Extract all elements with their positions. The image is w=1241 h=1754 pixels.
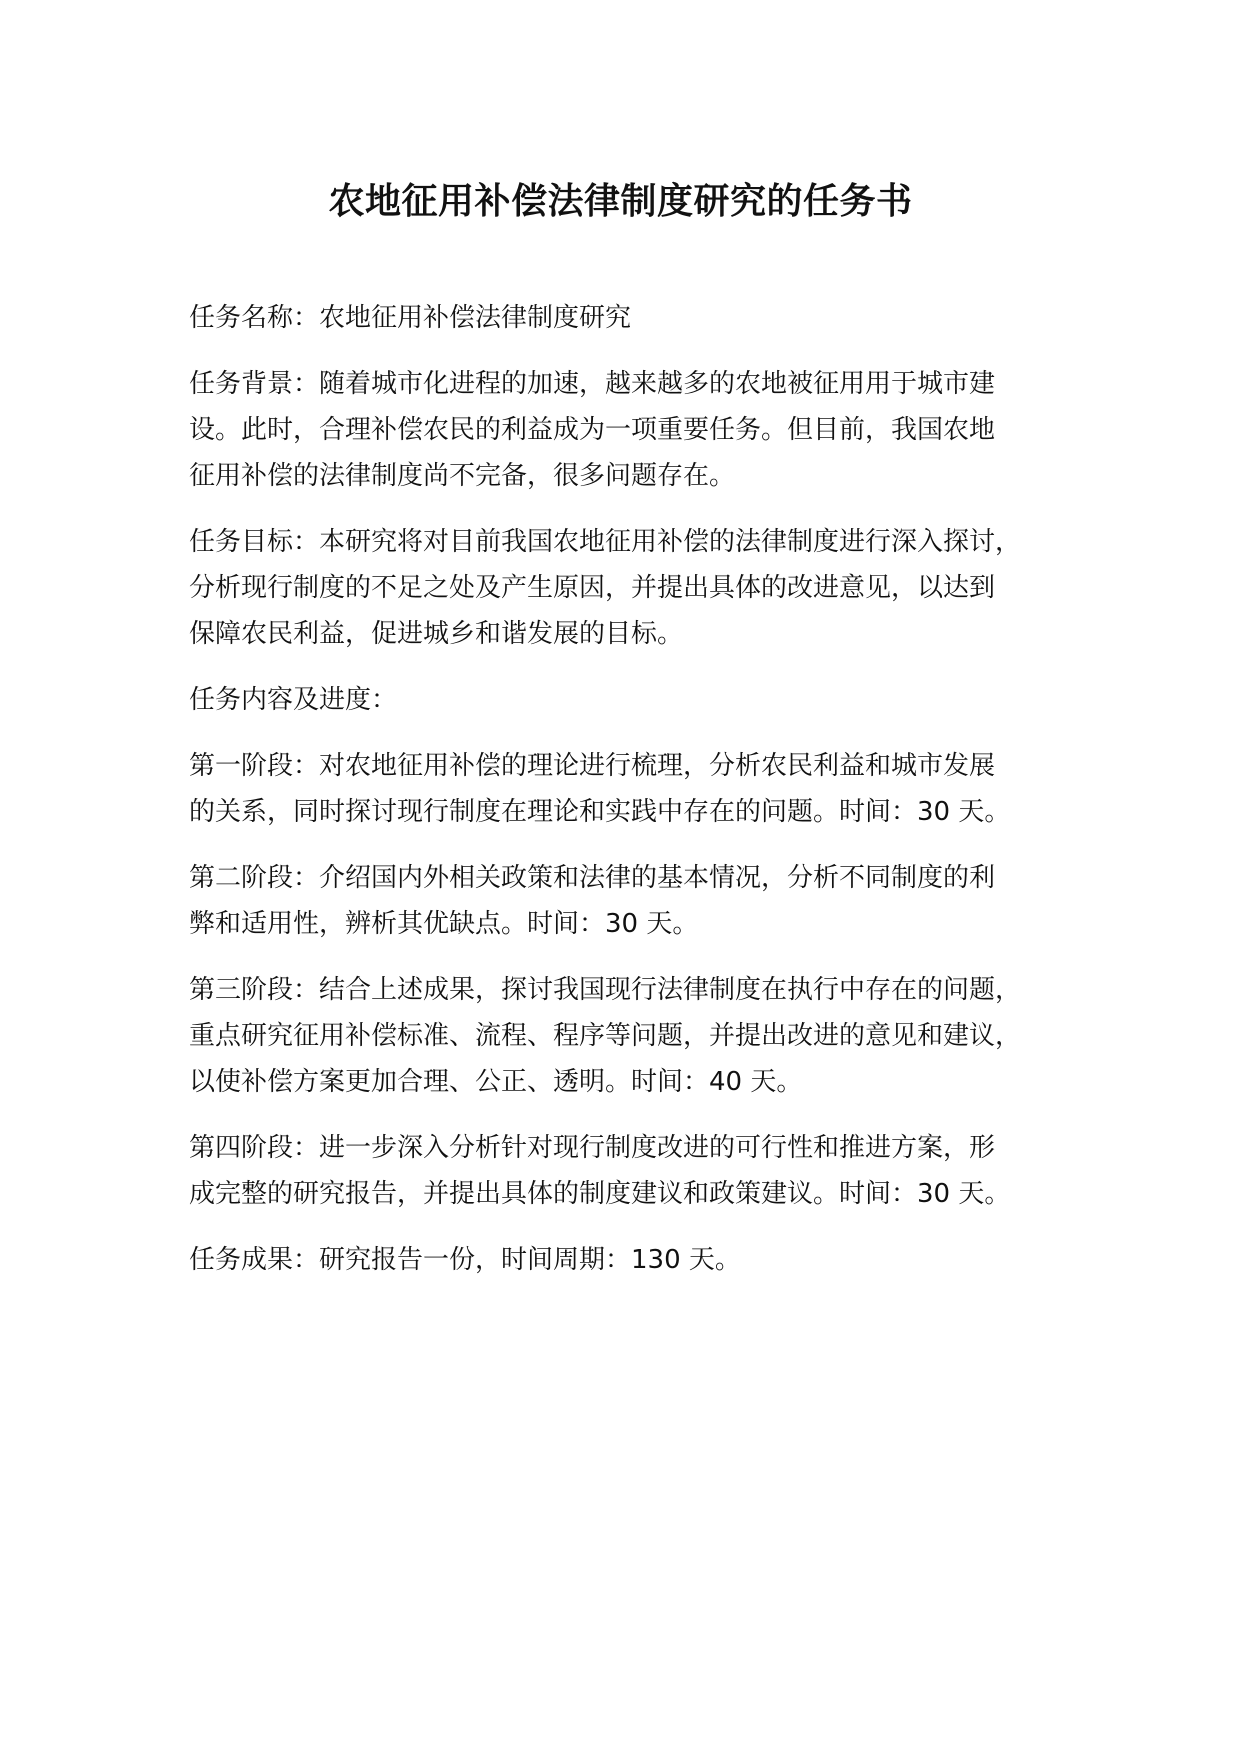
document-title: 农地征用补偿法律制度研究的任务书 — [328, 181, 913, 222]
paragraph-line: 重点研究征用补偿标准、流程、程序等问题，并提出改进的意见和建议， — [189, 1021, 1022, 1051]
paragraph-line: 任务内容及进度： — [189, 685, 398, 715]
paragraph-line: 分析现行制度的不足之处及产生原因，并提出具体的改进意见，以达到 — [189, 573, 996, 603]
paragraph-task-content-heading — [189, 677, 1109, 723]
paragraph-line: 任务名称：农地征用补偿法律制度研究 — [189, 303, 632, 333]
paragraph-line: 第四阶段：进一步深入分析针对现行制度改进的可行性和推进方案，形 — [189, 1133, 996, 1163]
paragraph-line: 第三阶段：结合上述成果，探讨我国现行法律制度在执行中存在的问题， — [189, 975, 1022, 1005]
paragraph-stage-four — [189, 1125, 1109, 1217]
paragraph-task-result — [189, 1237, 1109, 1283]
document-body — [189, 295, 1109, 1303]
paragraph-line: 以使补偿方案更加合理、公正、透明。时间：40 天。 — [189, 1067, 803, 1097]
paragraph-line: 设。此时，合理补偿农民的利益成为一项重要任务。但目前，我国农地 — [189, 415, 996, 445]
paragraph-stage-two — [189, 855, 1109, 947]
paragraph-line: 弊和适用性，辨析其优缺点。时间：30 天。 — [189, 909, 699, 939]
paragraph-stage-three — [189, 967, 1109, 1105]
paragraph-task-background — [189, 361, 1109, 499]
paragraph-line: 的关系，同时探讨现行制度在理论和实践中存在的问题。时间：30 天。 — [189, 797, 1011, 827]
paragraph-line: 任务目标：本研究将对目前我国农地征用补偿的法律制度进行深入探讨， — [189, 527, 1022, 557]
paragraph-line: 第二阶段：介绍国内外相关政策和法律的基本情况，分析不同制度的利 — [189, 863, 996, 893]
paragraph-task-goal — [189, 519, 1109, 657]
paragraph-line: 任务成果：研究报告一份，时间周期：130 天。 — [189, 1245, 741, 1275]
paragraph-line: 征用补偿的法律制度尚不完备，很多问题存在。 — [189, 461, 736, 491]
paragraph-stage-one — [189, 743, 1109, 835]
paragraph-line: 保障农民利益，促进城乡和谐发展的目标。 — [189, 619, 684, 649]
paragraph-line: 成完整的研究报告，并提出具体的制度建议和政策建议。时间：30 天。 — [189, 1179, 1011, 1209]
paragraph-task-name — [189, 295, 1109, 341]
paragraph-line: 第一阶段：对农地征用补偿的理论进行梳理，分析农民利益和城市发展 — [189, 751, 996, 781]
paragraph-line: 任务背景：随着城市化进程的加速，越来越多的农地被征用用于城市建 — [189, 369, 996, 399]
